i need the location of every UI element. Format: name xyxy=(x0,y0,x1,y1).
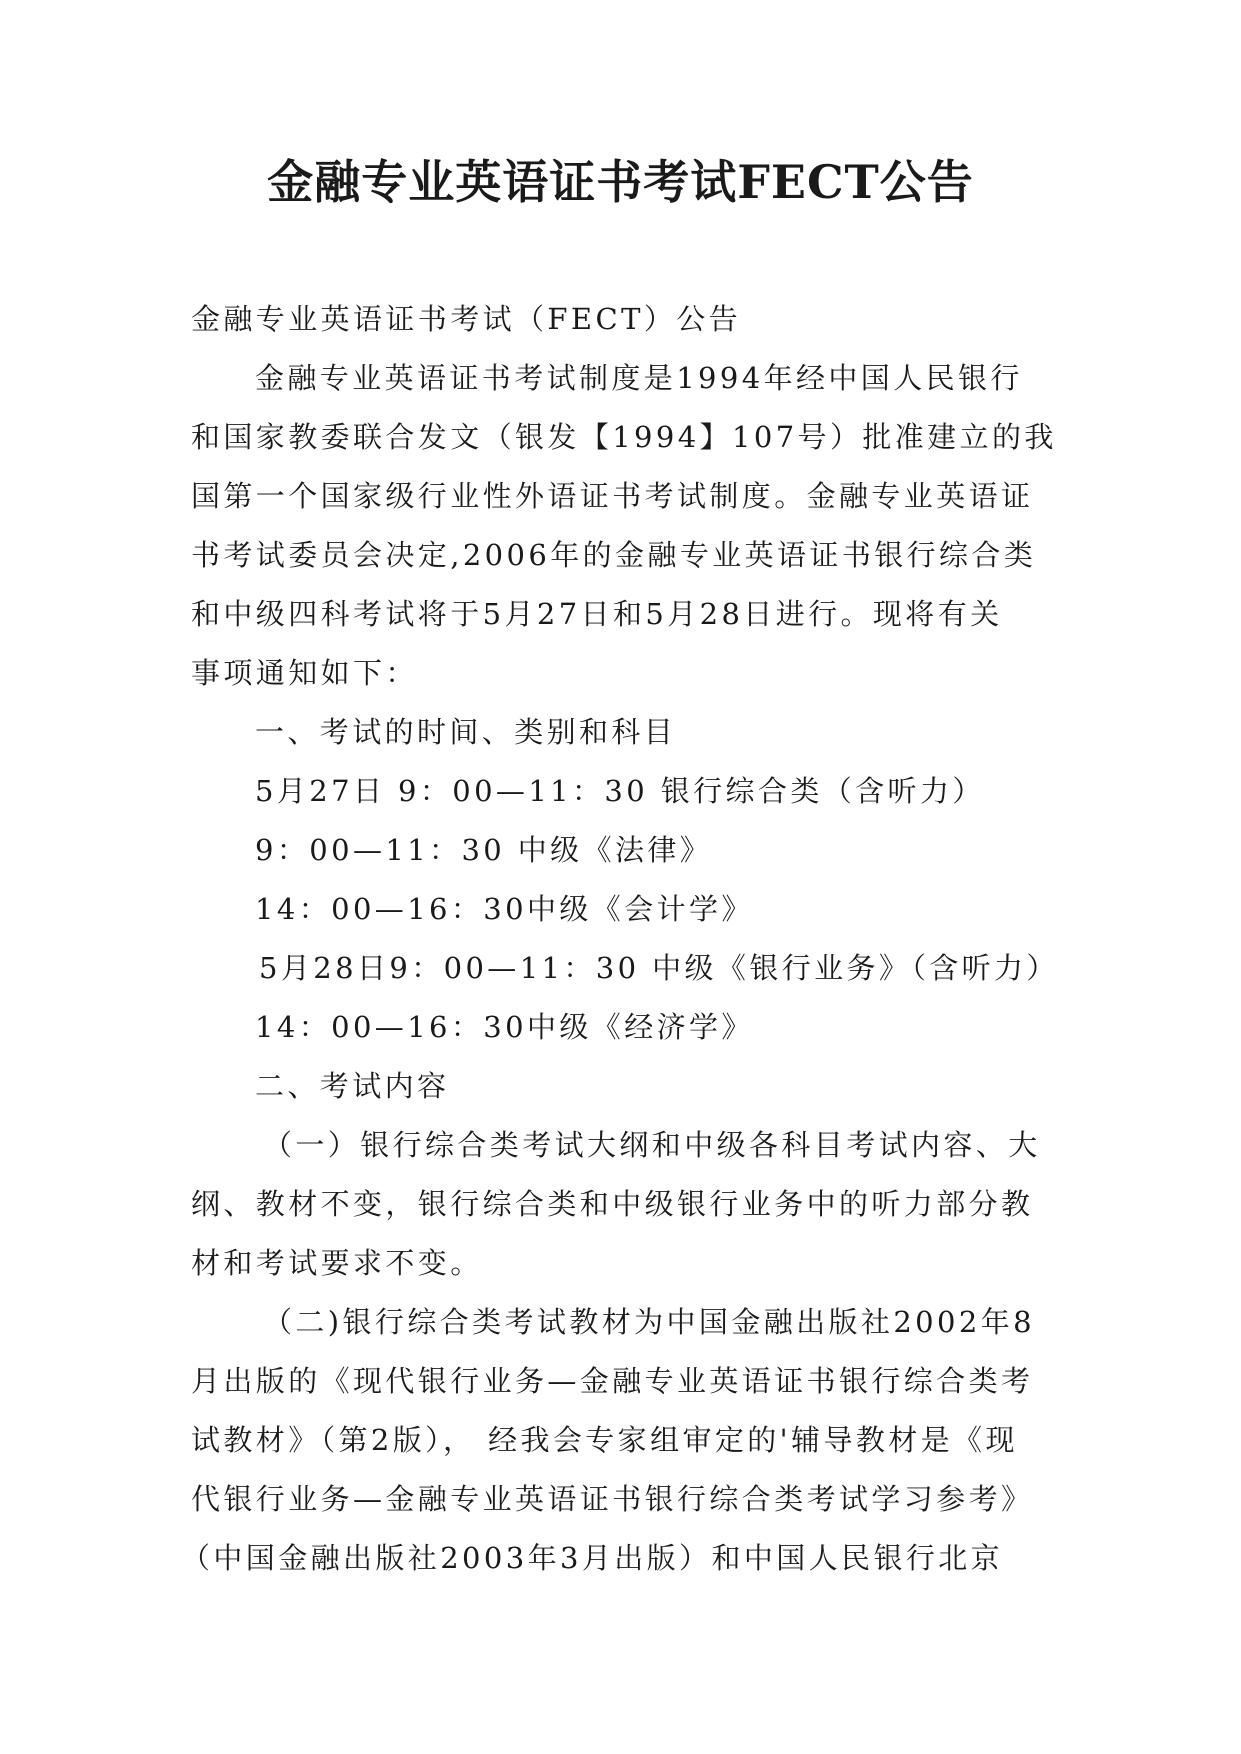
schedule-line: 5月27日 9：00—11：30 银行综合类（含听力） xyxy=(255,774,985,808)
paragraph-line: 金融专业英语证书考试制度是1994年经中国人民银行 xyxy=(255,361,1023,395)
paragraph-line: 纲、教材不变，银行综合类和中级银行业务中的听力部分教 xyxy=(191,1187,1034,1221)
section-heading: 二、考试内容 xyxy=(255,1069,450,1103)
document-body xyxy=(181,290,1071,1588)
paragraph-line: 金融专业英语证书考试（FECT）公告 xyxy=(191,302,742,336)
schedule-line: 9：00—11：30 中级《法律》 xyxy=(255,833,713,867)
schedule-line: 5月28日9：00—11：30 中级《银行业务》（含听力） xyxy=(259,951,1059,985)
paragraph-line: 试教材》（第2版）， 经我会专家组审定的'辅导教材是《现 xyxy=(191,1423,1018,1457)
paragraph-line: 代银行业务—金融专业英语证书银行综合类考试学习参考》 xyxy=(191,1482,1034,1516)
paragraph-line: 和中级四科考试将于5月27日和5月28日进行。现将有关 xyxy=(191,597,1003,631)
document-title: 金融专业英语证书考试FECT公告 xyxy=(267,155,974,209)
paragraph-line: 国第一个国家级行业性外语证书考试制度。金融专业英语证 xyxy=(191,479,1034,513)
paragraph-line: 和国家教委联合发文（银发【1994】107号）批准建立的我 xyxy=(191,420,1057,454)
section-heading: 一、考试的时间、类别和科目 xyxy=(255,715,677,749)
paragraph-line: 月出版的《现代银行业务—金融专业英语证书银行综合类考 xyxy=(191,1364,1034,1398)
paragraph-line: 材和考试要求不变。 xyxy=(191,1246,483,1280)
paragraph-line: 事项通知如下： xyxy=(191,656,418,690)
paragraph-line: （二)银行综合类考试教材为中国金融出版社2002年8 xyxy=(263,1305,1035,1339)
paragraph-line: （中国金融出版社2003年3月出版）和中国人民银行北京 xyxy=(181,1541,1004,1575)
schedule-line: 14：00—16：30中级《会计学》 xyxy=(255,892,754,926)
schedule-line: 14：00—16：30中级《经济学》 xyxy=(255,1010,754,1044)
paragraph-line: （一）银行综合类考试大纲和中级各科目考试内容、大 xyxy=(263,1128,1041,1162)
paragraph-line: 书考试委员会决定,2006年的金融专业英语证书银行综合类 xyxy=(191,538,1037,572)
